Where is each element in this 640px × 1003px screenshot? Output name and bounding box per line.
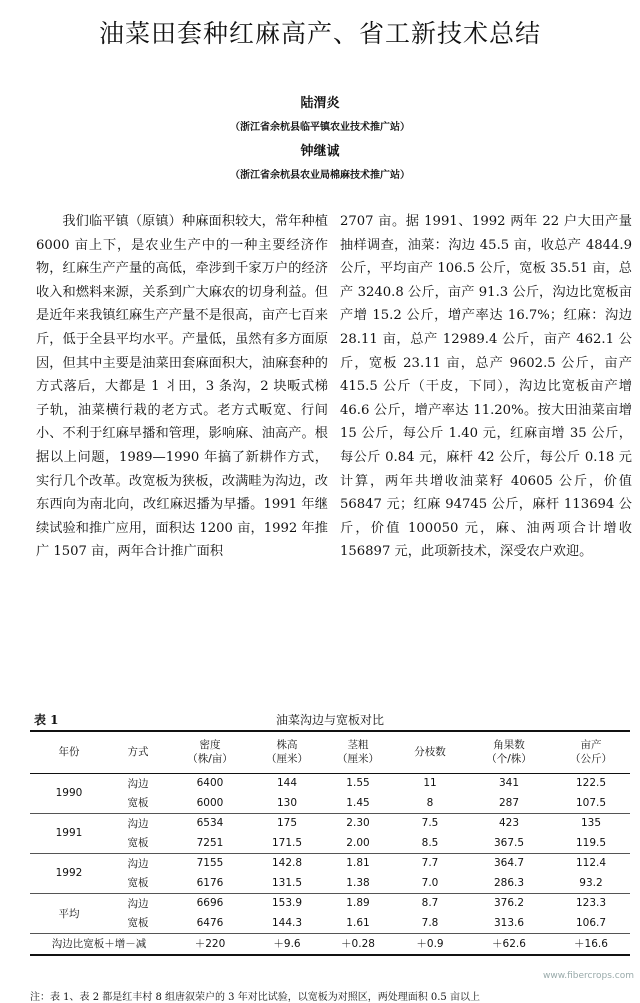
- table-row: [30, 873, 630, 893]
- author-affiliation-2: （浙江省余杭县农业局棉麻技术推广站）: [230, 170, 410, 181]
- table-header-cell: 茎粗 （厘米）: [322, 731, 394, 773]
- table-row: [30, 833, 630, 853]
- year-cell: 平均: [30, 893, 108, 933]
- table-cell: 144: [276, 777, 298, 790]
- table-cell: 131.5: [252, 873, 322, 893]
- comparison-table: [30, 730, 630, 956]
- table-cell: 7.5: [421, 817, 439, 830]
- body-paragraph: 2707 亩。据 1991、1992 两年 22 户大田产量抽样调查，油菜：沟边 45.5 亩，收总产 4844.9 公斤，平均亩产 106.5 公斤，宽板 35.51 亩，总产 3240.8 公斤，亩产 91.3 公斤，沟边比宽板亩产增 15.2 公斤，增产率达 16.7%；红麻：沟边 28.11 亩，总产 12989.4 公斤，亩产 462.1 公斤，宽板 23.11 亩，总产 9602.5 公斤，亩产 415.5 公斤（干皮，下同），沟边比宽板亩产增 46.6 公斤，增产率达 11.20%。按大田油菜亩增 15 公斤，每公斤 1.40 元，红麻亩增 35 公斤，每公斤 0.84 元，麻杆 42 公斤，每公斤 0.18 元计算，两年共增收油菜籽 40605 公斤，价值 56847 元；红麻 94745 公斤，麻杆 113694 公斤，价值 100050 元，麻、油两项合计增收 156897 元，此项新技术，深受农户欢迎。: [340, 214, 632, 560]
- body-paragraph: 我们临平镇（原镇）种麻面积较大，常年种植 6000 亩上下，是农业生产中的一种主要经济作物，红麻生产产量的高低，牵涉到千家万户的经济收入和燃料来源，关系到广大麻农的切身利益。但是近年来我镇红麻生产产量不是很高，亩产七百来斤，低于全县平均水平。产量低，虽然有多方面原因，但其中主要是油菜田套麻面积大，油麻套种的方式落后，大都是 1 丬田，3 条沟，2 块畈式梯子轨，油菜横行栽的老方式。老方式畈宽、行间小、不利于红麻早播和管理，影响麻、油高产。根据以上问题，1989—1990 年搞了新耕作方式，实行几个改革。改宽板为狭板，改满畦为沟边，改东西向为南北向，改红麻迟播为早播。1991 年继续试验和推广应用，面积达 1200 亩，1992 年推广 1507 亩，两年合计推广面积: [36, 214, 328, 560]
- table-row: [30, 893, 630, 913]
- table-cell: 宽板: [108, 873, 168, 893]
- table-header-row: [30, 731, 630, 773]
- table-cell: 423: [498, 817, 520, 830]
- table-cell: 沟边: [127, 897, 149, 910]
- table-cell: 135: [580, 817, 602, 830]
- body-column-left: [36, 210, 328, 564]
- table-header-cell: 亩产 （公斤）: [552, 731, 630, 773]
- table-row: [30, 913, 630, 933]
- table-cell: 313.6: [466, 913, 552, 933]
- table-header-cell: 密度 （株/亩）: [168, 731, 252, 773]
- table-cell: ＋62.6: [466, 933, 552, 955]
- table-cell: 7.8: [394, 913, 466, 933]
- table-cell: ＋9.6: [252, 933, 322, 955]
- year-cell: 1990: [30, 773, 108, 813]
- table-cell: ＋0.9: [394, 933, 466, 955]
- table-cell: 7.0: [394, 873, 466, 893]
- body-column-right: [340, 210, 632, 564]
- table-cell: 2.30: [346, 817, 370, 830]
- table-cell: 宽板: [108, 833, 168, 853]
- table-header-cell: 年份: [30, 731, 108, 773]
- table-cell: 1.81: [346, 857, 370, 870]
- table-cell: 144.3: [252, 913, 322, 933]
- table-cell: 287: [466, 793, 552, 813]
- table-cell: 119.5: [552, 833, 630, 853]
- table-cell: 6000: [168, 793, 252, 813]
- difference-row: [30, 933, 630, 955]
- table-cell: 1.89: [346, 897, 370, 910]
- table-cell: 7155: [196, 857, 224, 870]
- table-cell: 107.5: [552, 793, 630, 813]
- watermark: www.fibercrops.com: [543, 971, 634, 981]
- table-cell: 沟边比宽板＋增－减: [30, 933, 168, 955]
- table-title: 油菜沟边与宽板对比: [275, 713, 384, 727]
- table-cell: 123.3: [575, 897, 607, 910]
- table-cell: 122.5: [575, 777, 607, 790]
- table-cell: 宽板: [108, 793, 168, 813]
- table-row: [30, 793, 630, 813]
- table-cell: 130: [252, 793, 322, 813]
- table-cell: 153.9: [271, 897, 303, 910]
- table-row: [30, 773, 630, 793]
- table-cell: 8.5: [394, 833, 466, 853]
- table-cell: 376.2: [493, 897, 525, 910]
- table-cell: 8.7: [421, 897, 439, 910]
- table-cell: 沟边: [127, 777, 149, 790]
- table-number: 表 1: [34, 713, 59, 727]
- table-cell: 175: [276, 817, 298, 830]
- author-name-2: 钟继诚: [300, 144, 340, 159]
- table-cell: 沟边: [127, 817, 149, 830]
- table-cell: 364.7: [493, 857, 525, 870]
- table-row: [30, 853, 630, 873]
- table-cell: 7.7: [421, 857, 439, 870]
- table-cell: ＋220: [168, 933, 252, 955]
- table-cell: 6176: [168, 873, 252, 893]
- table-header-cell: 角果数 （个/株）: [466, 731, 552, 773]
- table-cell: 8: [394, 793, 466, 813]
- table-cell: 1.38: [322, 873, 394, 893]
- table-cell: 2.00: [322, 833, 394, 853]
- table-cell: 6534: [196, 817, 224, 830]
- table-cell: 宽板: [108, 913, 168, 933]
- table-cell: ＋0.28: [322, 933, 394, 955]
- table-cell: 1.55: [346, 777, 370, 790]
- table-cell: 7251: [168, 833, 252, 853]
- table-cell: 112.4: [575, 857, 607, 870]
- table-caption: [30, 711, 630, 729]
- table-cell: 6696: [196, 897, 224, 910]
- table-cell: ＋16.6: [552, 933, 630, 955]
- table-note: 注：表 1、表 2 都是红丰村 8 组唐叙荣户的 3 年对比试验，以宽板为对照区，两处理面积 0.5 亩以上: [30, 992, 480, 1003]
- year-cell: 1991: [30, 813, 108, 853]
- table-cell: 11: [423, 777, 437, 790]
- table-cell: 106.7: [552, 913, 630, 933]
- table-cell: 93.2: [552, 873, 630, 893]
- table-cell: 171.5: [252, 833, 322, 853]
- table-cell: 沟边: [127, 857, 149, 870]
- table-cell: 6400: [196, 777, 224, 790]
- table-cell: 367.5: [466, 833, 552, 853]
- table-cell: 341: [498, 777, 520, 790]
- table-cell: 6476: [168, 913, 252, 933]
- article-title: 油菜田套种红麻高产、省工新技术总结: [98, 19, 541, 48]
- table-header-cell: 株高 （厘米）: [252, 731, 322, 773]
- table-cell: 1.61: [322, 913, 394, 933]
- author-name-1: 陆渭炎: [300, 96, 340, 111]
- table-header-cell: 分枝数: [394, 731, 466, 773]
- table-header-cell: 方式: [108, 731, 168, 773]
- year-cell: 1992: [30, 853, 108, 893]
- table-cell: 1.45: [322, 793, 394, 813]
- table-cell: 142.8: [271, 857, 303, 870]
- table-row: [30, 813, 630, 833]
- table-cell: 286.3: [466, 873, 552, 893]
- author-affiliation-1: （浙江省余杭县临平镇农业技术推广站）: [230, 122, 410, 133]
